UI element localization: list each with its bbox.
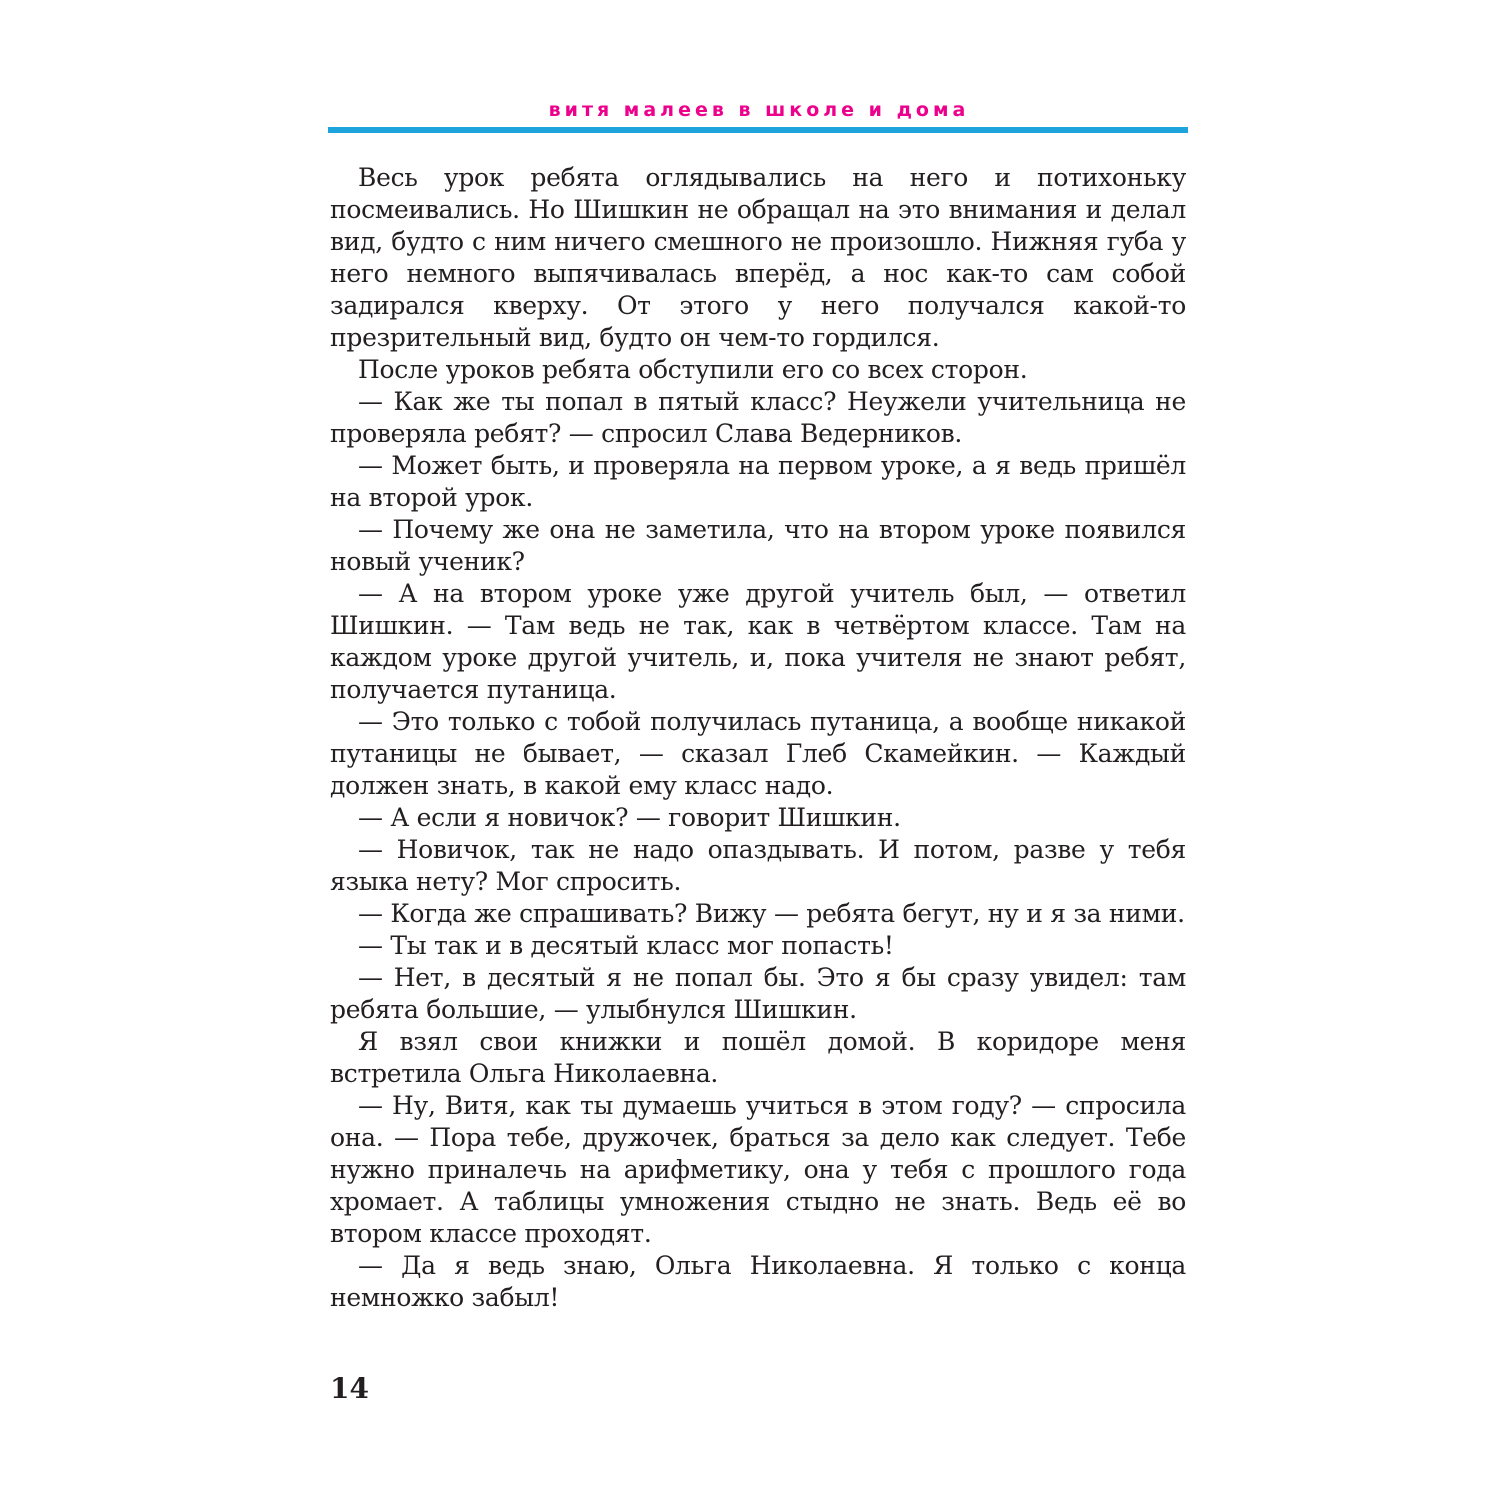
page-number: 14 [330,1372,369,1405]
paragraph: — Когда же спрашивать? Вижу — ребята бегут, ну и я за ними. [358,899,1185,928]
paragraph: — Да я ведь знаю, Ольга Николаевна. Я только с конца немножко забыл! [330,1251,1186,1312]
paragraph: — Новичок, так не надо опаздывать. И потом, разве у тебя языка нету? Мог спросить. [330,835,1186,896]
paragraph: — Ты так и в десятый класс мог попасть! [358,931,894,960]
paragraph: После уроков ребята обступили его со всех сторон. [358,355,1028,384]
paragraph: — Нет, в десятый я не попал бы. Это я бы сразу увидел: там ребята большие, — улыбнулся Шишкин. [330,963,1186,1024]
paragraph: — А если я новичок? — говорит Шишкин. [358,803,901,832]
paragraph: Я взял свои книжки и пошёл домой. В коридоре меня встретила Ольга Николаевна. [330,1027,1186,1088]
paragraph: — Как же ты попал в пятый класс? Неужели учительница не проверяла ребят? — спросил Слава Ведерников. [330,387,1186,448]
body-text [330,162,1186,1314]
paragraph: — А на втором уроке уже другой учитель был, — ответил Шишкин. — Там ведь не так, как в четвёртом классе. Там на каждом уроке другой учитель, и, пока учителя не знают ребят, получается путаница. [330,579,1186,704]
paragraph: — Это только с тобой получилась путаница, а вообще никакой путаницы не бывает, — сказал Глеб Скамейкин. — Каждый должен знать, в какой ему класс надо. [330,707,1186,800]
header-rule [328,127,1188,133]
paragraph: Весь урок ребята оглядывались на него и потихоньку посмеивались. Но Шишкин не обращал на это внимания и делал вид, будто с ним ничего смешного не произошло. Нижняя губа у него немного выпячивалась вперёд, а нос как-то сам собой задирался кверху. От этого у него получался какой-то презрительный вид, будто он чем-то гордился. [330,163,1186,352]
running-title: витя малеев в школе и дома [548,99,970,121]
paragraph: — Может быть, и проверяла на первом уроке, а я ведь пришёл на второй урок. [330,451,1186,512]
paragraph: — Почему же она не заметила, что на втором уроке появился новый ученик? [330,515,1186,576]
paragraph: — Ну, Витя, как ты думаешь учиться в этом году? — спросила она. — Пора тебе, дружочек, браться за дело как следует. Тебе нужно приналечь на арифметику, она у тебя с прошлого года хромает. А таблицы умножения стыдно не знать. Ведь её во втором классе проходят. [330,1091,1186,1248]
